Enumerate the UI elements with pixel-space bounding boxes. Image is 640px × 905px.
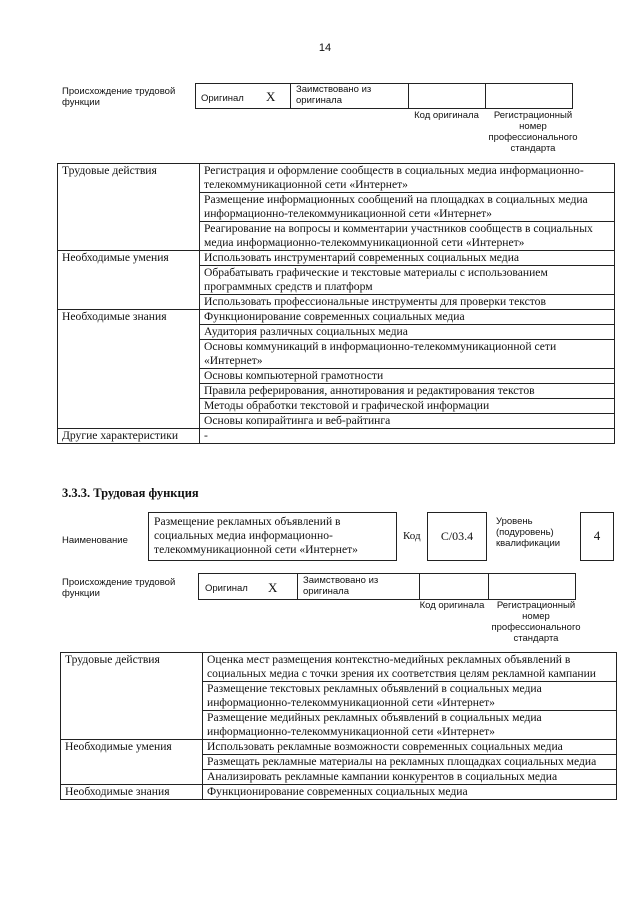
group-item: Использовать профессиональные инструменты для проверки текстов xyxy=(200,295,615,310)
origin-code-label: Код оригинала xyxy=(419,600,485,611)
section-heading: 3.3.3. Трудовая функция xyxy=(62,486,199,500)
group-item: Регистрация и оформление сообществ в социальных медиа информационно-телекоммуникационной сети «Интернет» xyxy=(200,164,615,193)
group-label: Другие характеристики xyxy=(58,429,200,444)
table-row xyxy=(58,164,615,193)
function-table-1 xyxy=(57,163,615,444)
group-item: Использовать рекламные возможности современных социальных медиа xyxy=(203,740,617,755)
table-row xyxy=(61,653,617,682)
group-label: Необходимые умения xyxy=(61,740,203,785)
code-label: Код xyxy=(403,530,421,542)
group-item: - xyxy=(200,429,615,444)
group-label: Необходимые умения xyxy=(58,251,200,310)
group-item: Размещение информационных сообщений на площадках в социальных медиа информационно-телекоммуникационной сети «Интернет» xyxy=(200,193,615,222)
table-row xyxy=(58,310,615,325)
code-value: C/03.4 xyxy=(440,529,474,543)
group-item: Правила реферирования, аннотирования и редактирования текстов xyxy=(200,384,615,399)
table-row xyxy=(58,251,615,266)
origin-original-label: Оригинал xyxy=(201,93,244,104)
table-row xyxy=(61,785,617,800)
origin-borrowed-label: Заимствовано из оригинала xyxy=(296,84,372,106)
table-row xyxy=(58,429,615,444)
name-label: Наименование xyxy=(62,535,128,546)
group-item: Использовать инструментарий современных социальных медиа xyxy=(200,251,615,266)
origin-original-label: Оригинал xyxy=(205,583,248,594)
group-item: Анализировать рекламные кампании конкурентов в социальных медиа xyxy=(203,770,617,785)
level-label: Уровень (подуровень) квалификации xyxy=(496,516,561,549)
group-label: Трудовые действия xyxy=(58,164,200,251)
group-item: Функционирование современных социальных медиа xyxy=(203,785,617,800)
group-item: Методы обработки текстовой и графической информации xyxy=(200,399,615,414)
group-item: Основы коммуникаций в информационно-телекоммуникационной сети «Интернет» xyxy=(200,340,615,369)
origin-reg-label: Регистрационный номер профессионального стандарта xyxy=(491,600,581,644)
group-item: Размещение текстовых рекламных объявлений в социальных медиа информационно-телекоммуникационной сети «Интернет» xyxy=(203,682,617,711)
origin-label: Происхождение трудовой функции xyxy=(62,86,176,108)
group-item: Оценка мест размещения контекстно-медийных рекламных объявлений в социальных медиа с точки зрения их соответствия целям рекламной кампании xyxy=(203,653,617,682)
group-label: Трудовые действия xyxy=(61,653,203,740)
origin-label: Происхождение трудовой функции xyxy=(62,577,176,599)
page-number: 14 xyxy=(318,42,332,54)
group-label: Необходимые знания xyxy=(58,310,200,429)
group-item: Размещать рекламные материалы на рекламных площадках социальных медиа xyxy=(203,755,617,770)
group-item: Обрабатывать графические и текстовые материалы с использованием программных средств и платформ xyxy=(200,266,615,295)
function-table-2 xyxy=(60,652,617,800)
group-item: Размещение медийных рекламных объявлений в социальных медиа информационно-телекоммуникационной сети «Интернет» xyxy=(203,711,617,740)
table-row xyxy=(61,740,617,755)
origin-mark: X xyxy=(266,89,276,104)
origin-borrowed-label: Заимствовано из оригинала xyxy=(303,575,379,597)
group-item: Аудитория различных социальных медиа xyxy=(200,325,615,340)
group-label: Необходимые знания xyxy=(61,785,203,800)
group-item: Функционирование современных социальных медиа xyxy=(200,310,615,325)
group-item: Основы компьютерной грамотности xyxy=(200,369,615,384)
group-item: Основы копирайтинга и веб-райтинга xyxy=(200,414,615,429)
origin-code-label: Код оригинала xyxy=(414,110,479,121)
origin-mark: X xyxy=(268,580,278,595)
name-value: Размещение рекламных объявлений в социальных медиа информационно-телекоммуникационной сети «Интернет» xyxy=(154,515,358,556)
group-item: Реагирование на вопросы и комментарии участников сообществ в социальных медиа информационно-телекоммуникационной сети «Интернет» xyxy=(200,222,615,251)
level-value: 4 xyxy=(593,528,601,543)
origin-reg-label: Регистрационный номер профессионального стандарта xyxy=(488,110,578,154)
